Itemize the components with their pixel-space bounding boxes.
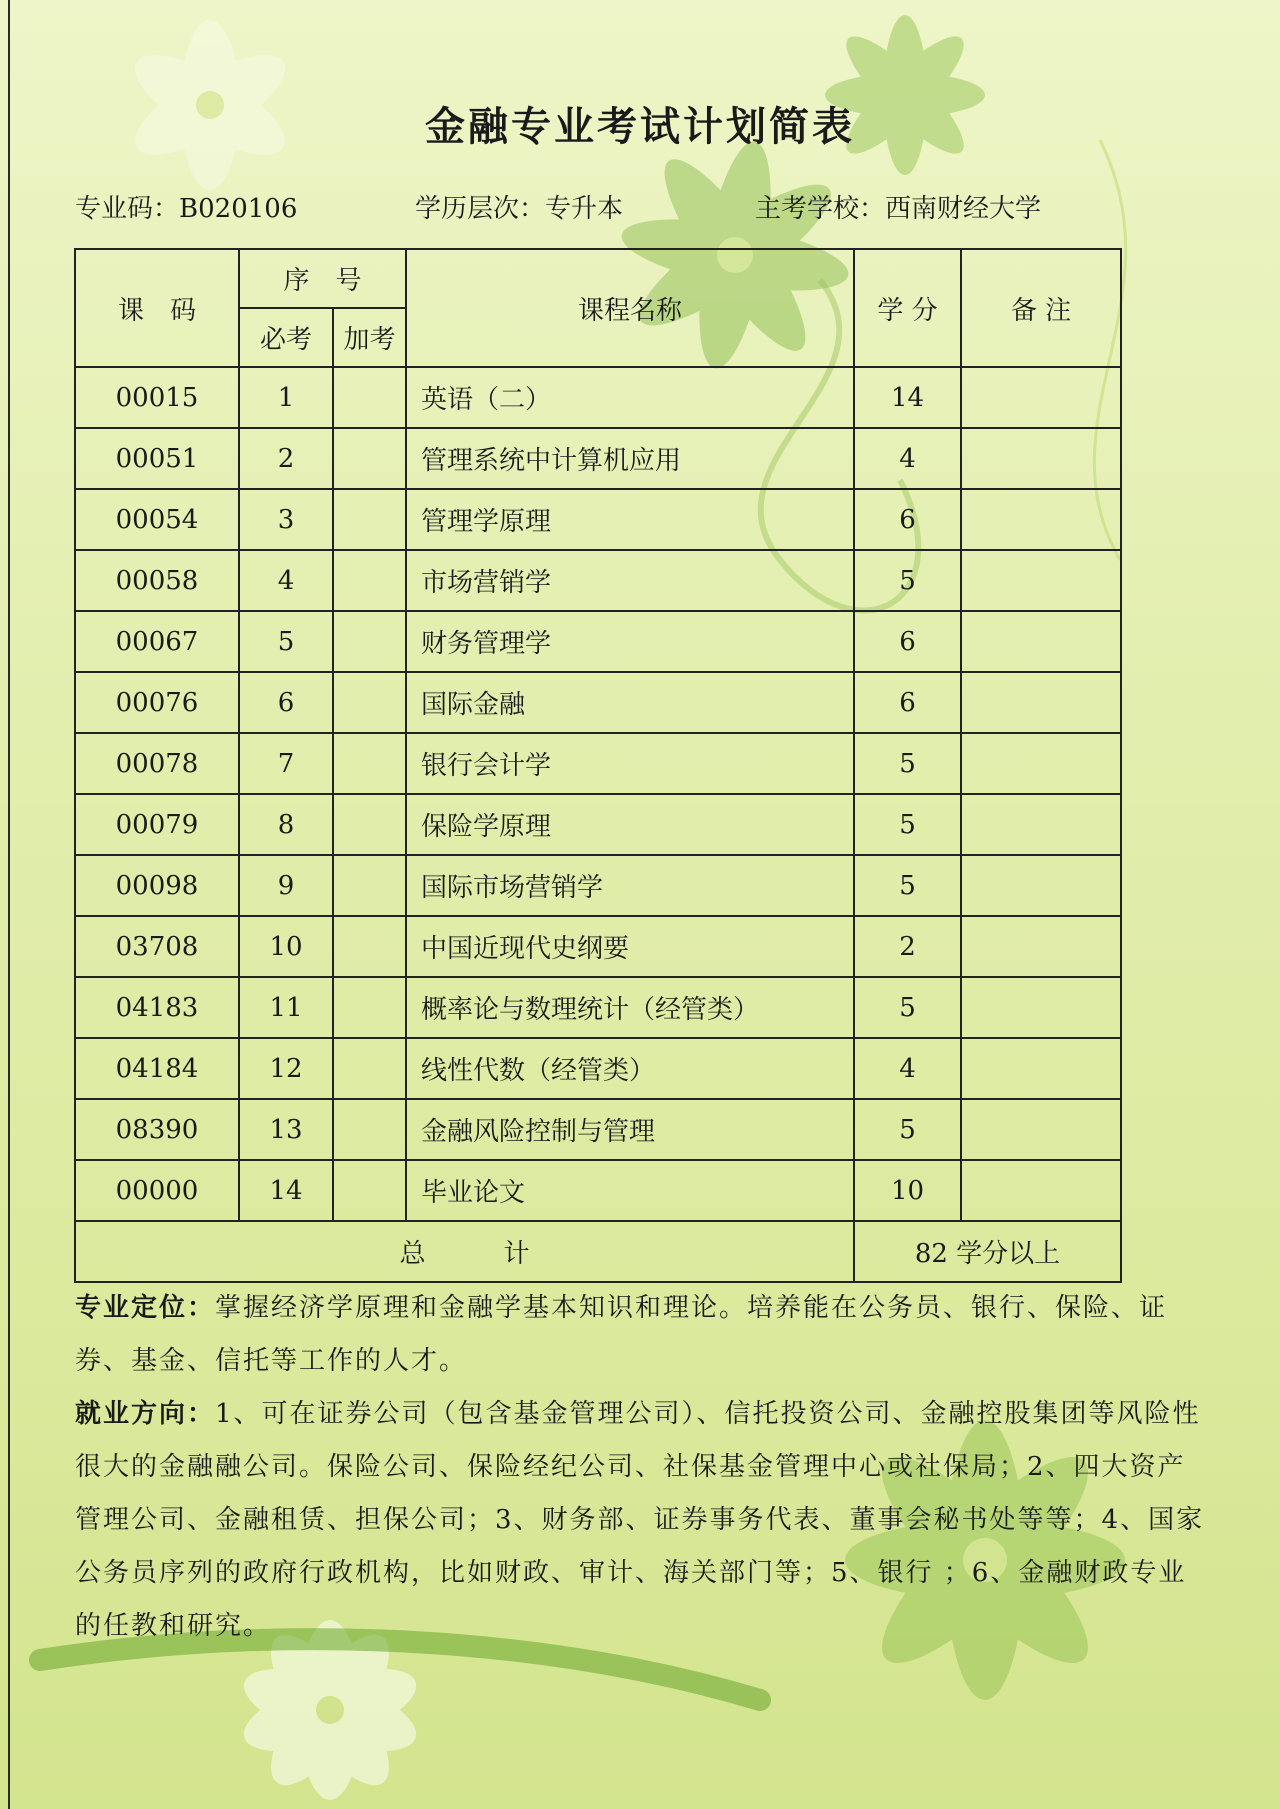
remarks-cell xyxy=(961,1160,1121,1221)
extra-no-cell xyxy=(333,550,406,611)
extra-no-cell xyxy=(333,1038,406,1099)
course-code-cell: 00067 xyxy=(75,611,239,672)
course-name-cell: 银行会计学 xyxy=(406,733,854,794)
employment-label: 就业方向： xyxy=(75,1399,216,1429)
course-code-cell: 00076 xyxy=(75,672,239,733)
course-code-cell: 03708 xyxy=(75,916,239,977)
extra-no-cell xyxy=(333,428,406,489)
positioning-text: 掌握经济学原理和金融学基本知识和理论。培养能在公务员、银行、保险、证券、基金、信托等工作的人才。 xyxy=(75,1293,1168,1376)
table-row xyxy=(75,672,1121,733)
table-row xyxy=(75,489,1121,550)
header-serial-number: 序 号 xyxy=(239,249,406,308)
table-row xyxy=(75,733,1121,794)
credits-cell: 6 xyxy=(854,489,961,550)
required-no-cell: 14 xyxy=(239,1160,333,1221)
page-title: 金融专业考试计划简表 xyxy=(425,104,855,150)
required-no-cell: 10 xyxy=(239,916,333,977)
credits-cell: 5 xyxy=(854,733,961,794)
credits-cell: 5 xyxy=(854,855,961,916)
credits-cell: 5 xyxy=(854,794,961,855)
course-code-cell: 00000 xyxy=(75,1160,239,1221)
course-code-cell: 00079 xyxy=(75,794,239,855)
meta-info-row xyxy=(75,188,1225,228)
table-row xyxy=(75,550,1121,611)
exam-school: 主考学校：西南财经大学 xyxy=(755,194,1042,224)
required-no-cell: 1 xyxy=(239,367,333,428)
credits-cell: 6 xyxy=(854,672,961,733)
employment-text: 1、可在证券公司（包含基金管理公司）、信托投资公司、金融控股集团等风险性很大的金融融公司。保险公司、保险经纪公司、社保基金管理中心或社保局；2、四大资产管理公司、金融租赁、担保公司；3、财务部、证券事务代表、董事会秘书处等等；4、国家公务员序列的政府行政机构，比如财政、审计、海关部门等；5、银行 ；6、金融财政专业的任教和研究。 xyxy=(75,1399,1205,1641)
course-name-cell: 财务管理学 xyxy=(406,611,854,672)
header-remarks: 备 注 xyxy=(961,249,1121,367)
required-no-cell: 4 xyxy=(239,550,333,611)
course-name-cell: 国际金融 xyxy=(406,672,854,733)
remarks-cell xyxy=(961,733,1121,794)
extra-no-cell xyxy=(333,794,406,855)
credits-cell: 4 xyxy=(854,1038,961,1099)
credits-cell: 4 xyxy=(854,428,961,489)
credits-cell: 2 xyxy=(854,916,961,977)
header-required: 必考 xyxy=(239,308,333,367)
table-row xyxy=(75,794,1121,855)
remarks-cell xyxy=(961,428,1121,489)
table-row xyxy=(75,977,1121,1038)
exam-plan-table xyxy=(74,248,1122,1283)
positioning-label: 专业定位： xyxy=(75,1293,216,1323)
table-row xyxy=(75,367,1121,428)
extra-no-cell xyxy=(333,916,406,977)
course-code-cell: 04184 xyxy=(75,1038,239,1099)
required-no-cell: 13 xyxy=(239,1099,333,1160)
required-no-cell: 6 xyxy=(239,672,333,733)
remarks-cell xyxy=(961,489,1121,550)
remarks-cell xyxy=(961,367,1121,428)
table-row xyxy=(75,916,1121,977)
table-row xyxy=(75,855,1121,916)
remarks-cell xyxy=(961,916,1121,977)
course-name-cell: 国际市场营销学 xyxy=(406,855,854,916)
credits-cell: 14 xyxy=(854,367,961,428)
remarks-cell xyxy=(961,550,1121,611)
required-no-cell: 9 xyxy=(239,855,333,916)
extra-no-cell xyxy=(333,733,406,794)
remarks-cell xyxy=(961,672,1121,733)
extra-no-cell xyxy=(333,611,406,672)
required-no-cell: 12 xyxy=(239,1038,333,1099)
header-course-code: 课 码 xyxy=(75,249,239,367)
course-code-cell: 00054 xyxy=(75,489,239,550)
table-row xyxy=(75,611,1121,672)
course-code-cell: 00051 xyxy=(75,428,239,489)
total-row xyxy=(75,1221,1121,1282)
total-credits: 82 学分以上 xyxy=(854,1221,1121,1282)
credits-cell: 5 xyxy=(854,1099,961,1160)
table-row xyxy=(75,1160,1121,1221)
required-no-cell: 5 xyxy=(239,611,333,672)
required-no-cell: 3 xyxy=(239,489,333,550)
credits-cell: 10 xyxy=(854,1160,961,1221)
course-name-cell: 英语（二） xyxy=(406,367,854,428)
course-name-cell: 金融风险控制与管理 xyxy=(406,1099,854,1160)
required-no-cell: 2 xyxy=(239,428,333,489)
education-level: 学历层次：专升本 xyxy=(415,194,624,224)
required-no-cell: 7 xyxy=(239,733,333,794)
table-row xyxy=(75,428,1121,489)
remarks-cell xyxy=(961,794,1121,855)
header-credits: 学 分 xyxy=(854,249,961,367)
total-label: 总 计 xyxy=(75,1221,854,1282)
extra-no-cell xyxy=(333,855,406,916)
positioning-paragraph xyxy=(75,1282,1205,1388)
employment-paragraph xyxy=(75,1388,1205,1653)
course-code-cell: 00058 xyxy=(75,550,239,611)
remarks-cell xyxy=(961,1038,1121,1099)
credits-cell: 5 xyxy=(854,550,961,611)
table-row xyxy=(75,1099,1121,1160)
course-name-cell: 管理系统中计算机应用 xyxy=(406,428,854,489)
required-no-cell: 11 xyxy=(239,977,333,1038)
course-name-cell: 保险学原理 xyxy=(406,794,854,855)
credits-cell: 6 xyxy=(854,611,961,672)
header-course-name: 课程名称 xyxy=(406,249,854,367)
remarks-cell xyxy=(961,855,1121,916)
extra-no-cell xyxy=(333,489,406,550)
course-name-cell: 概率论与数理统计（经管类） xyxy=(406,977,854,1038)
table-row xyxy=(75,1038,1121,1099)
course-code-cell: 00015 xyxy=(75,367,239,428)
credits-cell: 5 xyxy=(854,977,961,1038)
extra-no-cell xyxy=(333,367,406,428)
course-name-cell: 管理学原理 xyxy=(406,489,854,550)
remarks-cell xyxy=(961,611,1121,672)
major-description xyxy=(75,1282,1205,1653)
header-extra: 加考 xyxy=(333,308,406,367)
course-name-cell: 毕业论文 xyxy=(406,1160,854,1221)
remarks-cell xyxy=(961,977,1121,1038)
course-name-cell: 线性代数（经管类） xyxy=(406,1038,854,1099)
course-code-cell: 08390 xyxy=(75,1099,239,1160)
remarks-cell xyxy=(961,1099,1121,1160)
extra-no-cell xyxy=(333,977,406,1038)
course-code-cell: 04183 xyxy=(75,977,239,1038)
course-name-cell: 中国近现代史纲要 xyxy=(406,916,854,977)
extra-no-cell xyxy=(333,672,406,733)
required-no-cell: 8 xyxy=(239,794,333,855)
course-code-cell: 00078 xyxy=(75,733,239,794)
course-code-cell: 00098 xyxy=(75,855,239,916)
extra-no-cell xyxy=(333,1099,406,1160)
course-name-cell: 市场营销学 xyxy=(406,550,854,611)
major-code: 专业码：B020106 xyxy=(75,194,298,224)
extra-no-cell xyxy=(333,1160,406,1221)
